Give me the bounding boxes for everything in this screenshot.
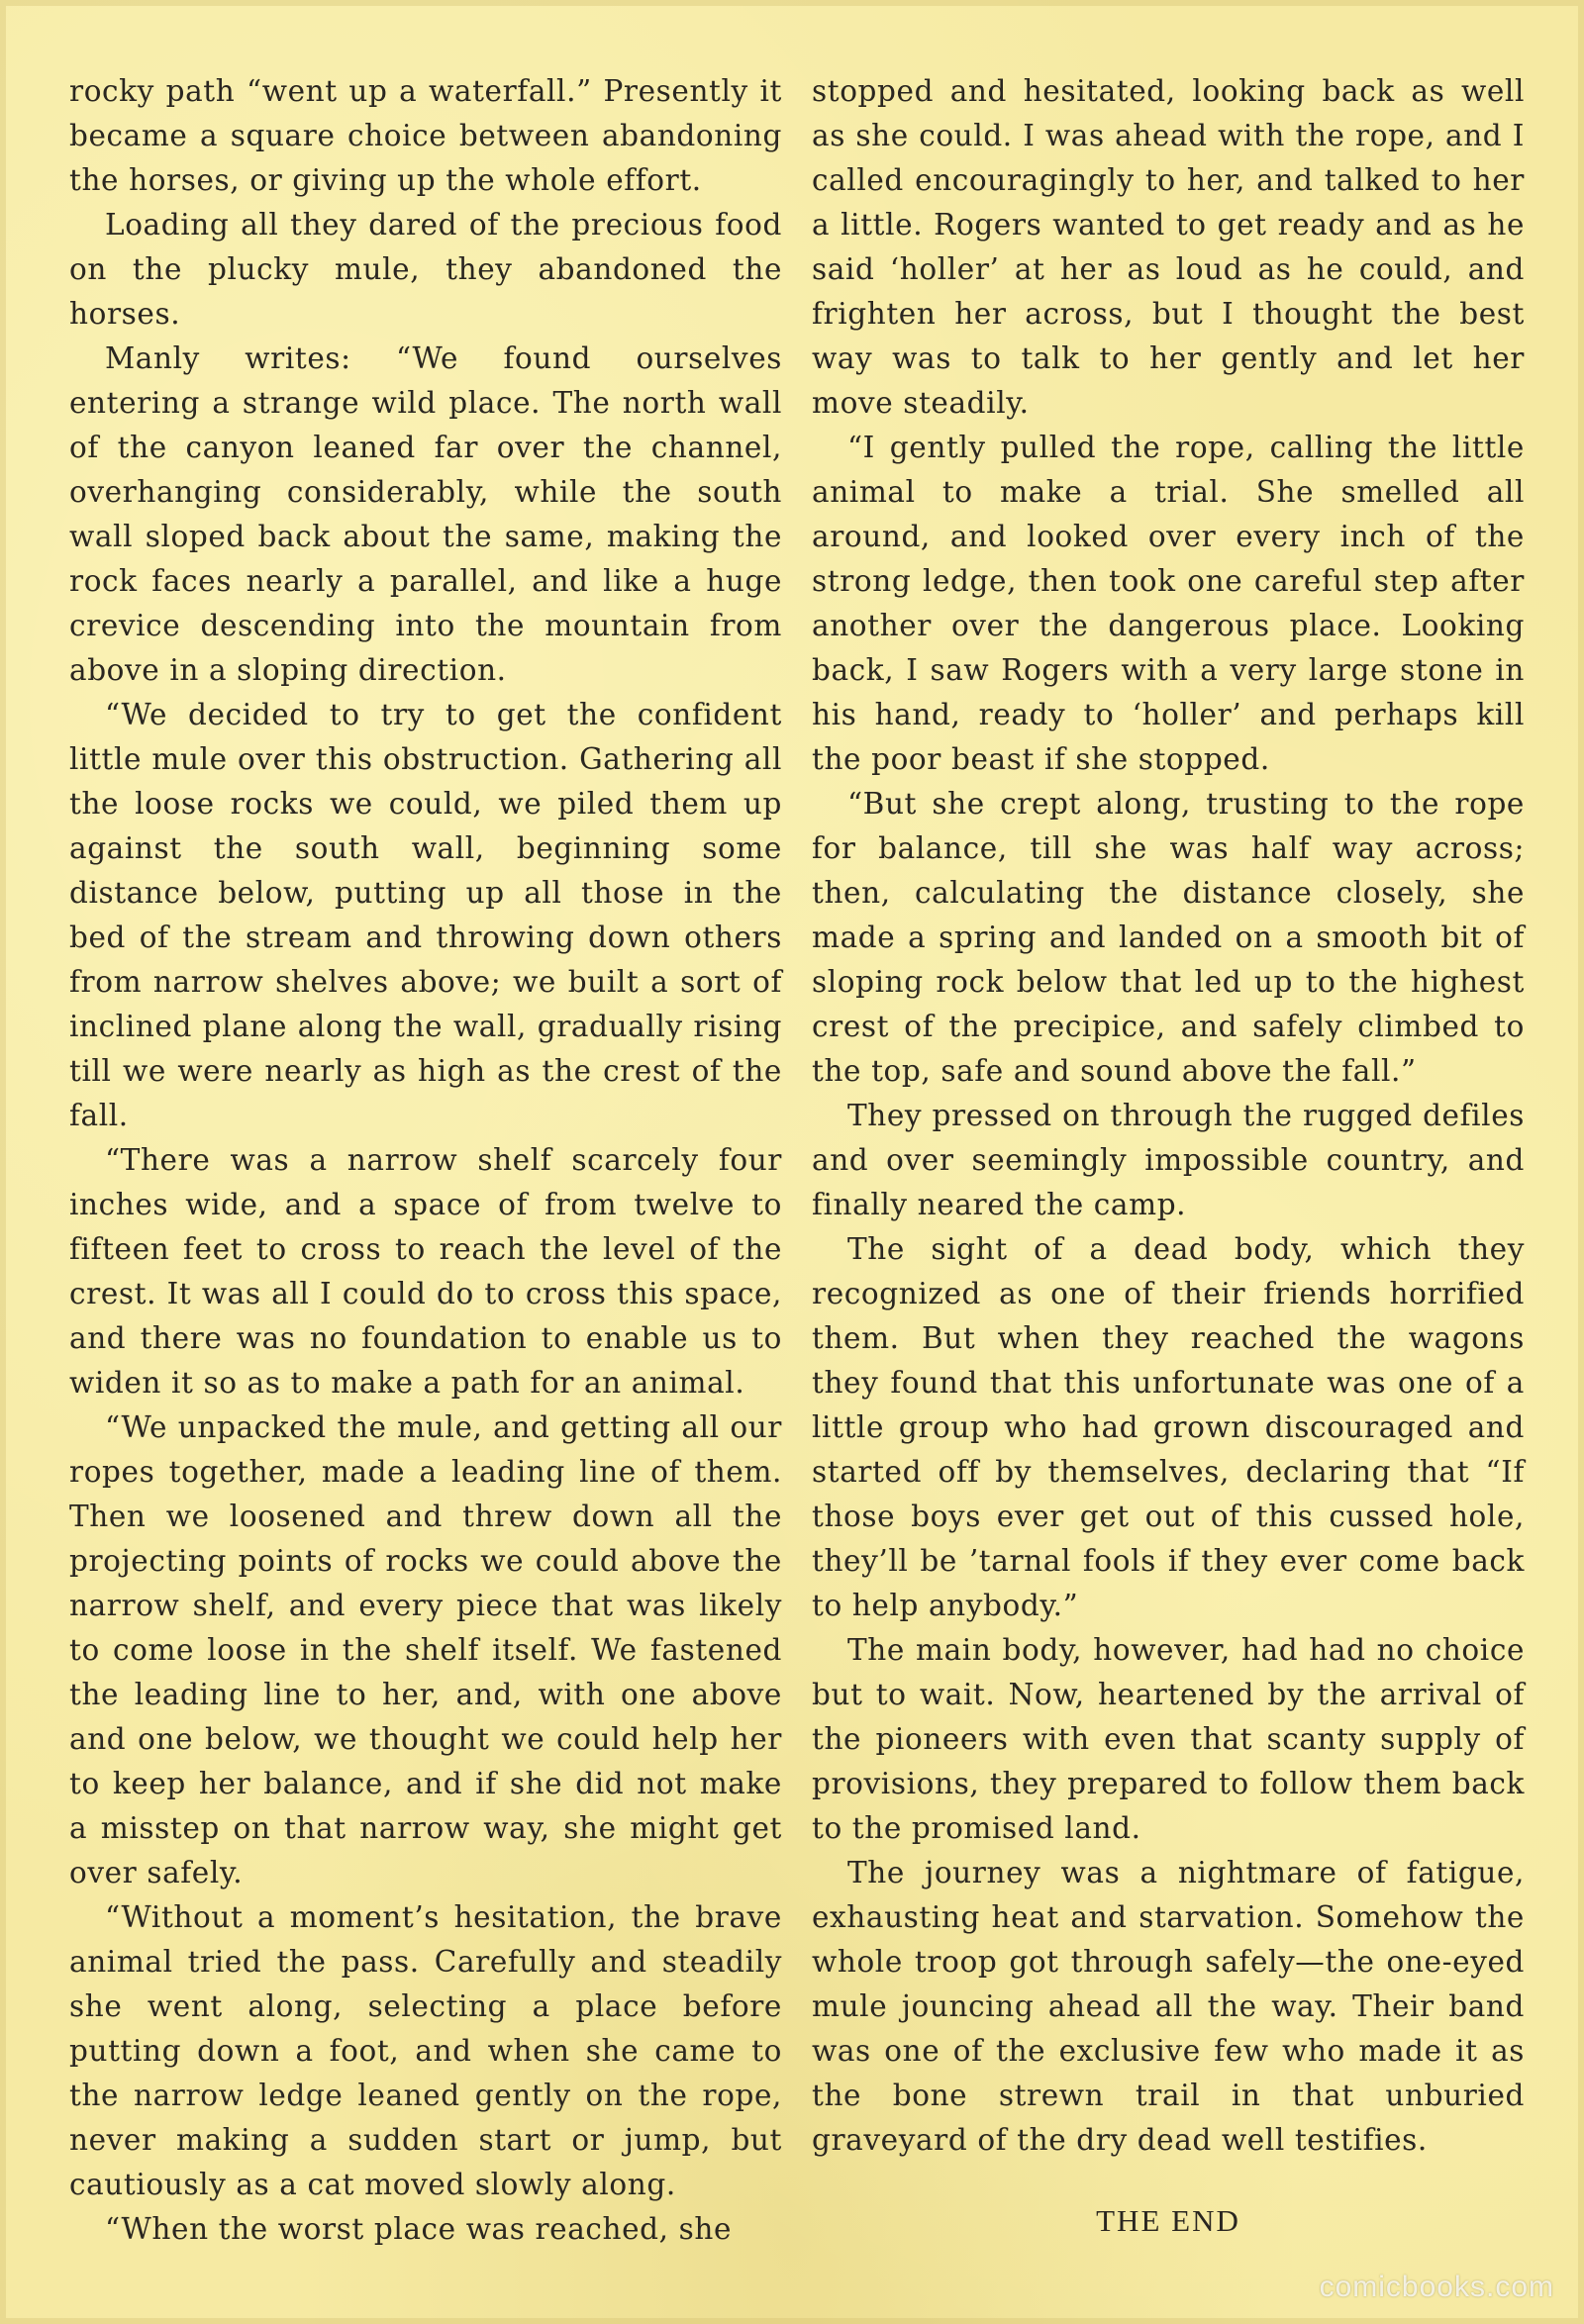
paragraph: Manly writes: “We found ourselves entering a strange wild place. The north wall of the canyon leaned far over the channel, overhanging considerably, while the south wall sloped back about the same, making the rock faces nearly a parallel, and like a huge crevice descending into the mountain from above in a sloping direction. xyxy=(69,341,782,687)
paragraph: rocky path “went up a waterfall.” Presently it became a square choice between abandoning the horses, or giving up the whole effort. xyxy=(69,74,782,197)
paragraph: Loading all they dared of the precious food on the plucky mule, they abandoned the horses. xyxy=(69,208,782,331)
paragraph: “We decided to try to get the confident little mule over this obstruction. Gathering all the loose rocks we could, we piled them up against the south wall, beginning some distance below, putting up all those in the bed of the stream and throwing down others from narrow shelves above; we built a sort of inclined plane along the wall, gradually rising till we were nearly as high as the crest of the fall. xyxy=(69,698,782,1132)
paragraph: The journey was a nightmare of fatigue, exhausting heat and starvation. Somehow the whole troop got through safely—the one-eyed mule jouncing ahead all the way. Their band was one of the exclusive few who made it as the bone strewn trail in that unburied graveyard of the dry dead well testifies. xyxy=(812,1856,1525,2157)
paragraph: The main body, however, had had no choice but to wait. Now, heartened by the arrival of the pioneers with even that scanty supply of provisions, they prepared to follow them back to the promised land. xyxy=(812,1633,1525,1845)
paragraph: They pressed on through the rugged defiles and over seemingly impossible country, and finally neared the camp. xyxy=(812,1099,1525,1221)
paragraph: “But she crept along, trusting to the rope for balance, till she was half way across; then, calculating the distance closely, she made a spring and landed on a smooth bit of sloping rock below that led up to the highest crest of the precipice, and safely climbed to the top, safe and sound above the fall.” xyxy=(812,787,1525,1088)
paragraph: stopped and hesitated, looking back as well as she could. I was ahead with the rope, and I called encouragingly to her, and talked to her a little. Rogers wanted to get ready and as he said ‘holler’ at her as loud as he could, and frighten her across, but I thought the best way was to talk to her gently and let her move steadily. xyxy=(812,74,1525,420)
paragraph: “When the worst place was reached, she xyxy=(105,2212,733,2246)
paragraph: The sight of a dead body, which they recognized as one of their friends horrified them. But when they reached the wagons they found that this unfortunate was one of a little group who had grown discouraged and started off by themselves, declaring that “If those boys ever get out of this cussed hole, they’ll be ’tarnal fools if they ever come back to help anybody.” xyxy=(812,1232,1525,1622)
paragraph: “There was a narrow shelf scarcely four inches wide, and a space of from twelve to fifteen feet to cross to reach the level of the crest. It was all I could do to cross this space, and there was no foundation to enable us to widen it so as to make a path for an animal. xyxy=(69,1143,782,1400)
paragraph: “I gently pulled the rope, calling the little animal to make a trial. She smelled all around, and looked over every inch of the strong ledge, then took one careful step after another over the dangerous place. Looking back, I saw Rogers with a very large stone in his hand, ready to ‘holler’ and perhaps kill the poor beast if she stopped. xyxy=(812,431,1525,776)
the-end-label: THE END xyxy=(1096,2203,1240,2238)
paragraph: “Without a moment’s hesitation, the brave animal tried the pass. Carefully and steadily she went along, selecting a place before putting down a foot, and when she came to the narrow ledge leaned gently on the rope, never making a sudden start or jump, but cautiously as a cat moved slowly along. xyxy=(69,1900,782,2201)
right-column xyxy=(812,69,1525,2163)
left-column xyxy=(69,69,782,2252)
watermark: comicbooks.com xyxy=(1319,2271,1554,2303)
paragraph: “We unpacked the mule, and getting all our ropes together, made a leading line of them. Then we loosened and threw down all the projecting points of rocks we could above the narrow shelf, and every piece that was likely to come loose in the shelf itself. We fastened the leading line to her, and, with one above and one below, we thought we could help her to keep her balance, and if she did not make a misstep on that narrow way, she might get over safely. xyxy=(69,1410,782,1889)
